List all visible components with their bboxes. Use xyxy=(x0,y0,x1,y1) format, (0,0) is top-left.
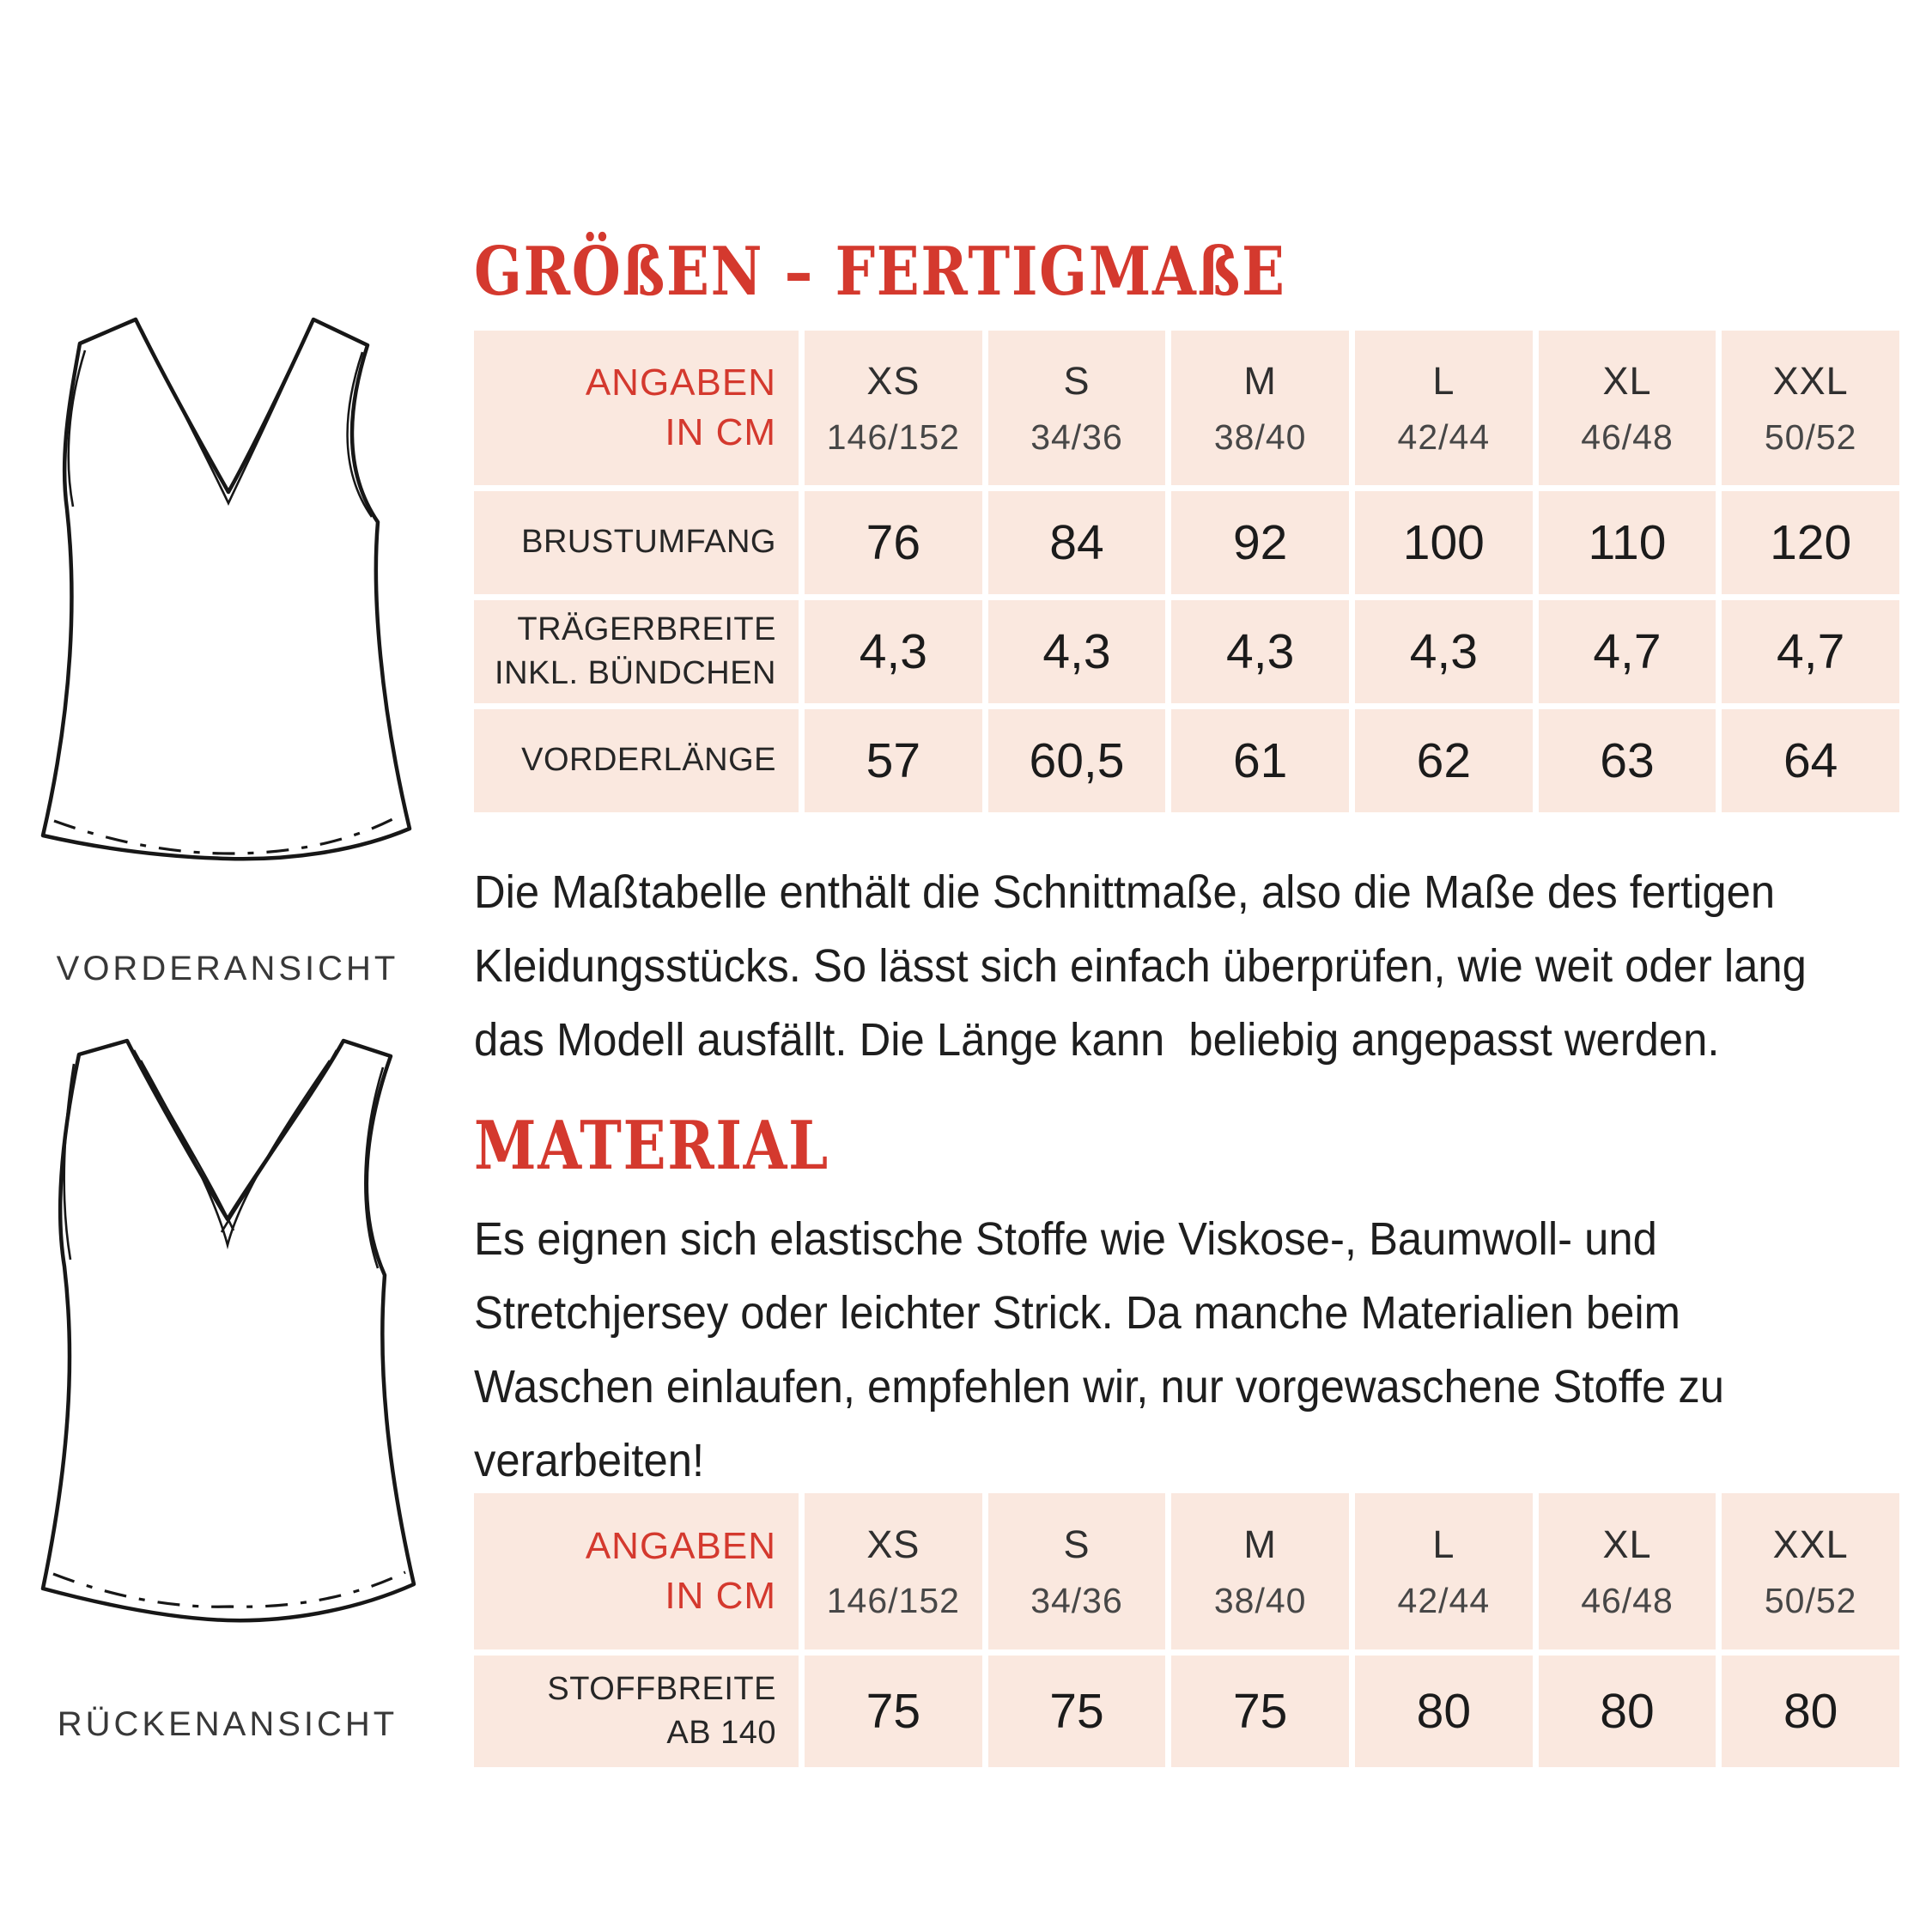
tank-top-front-illustration xyxy=(39,311,416,878)
brustumfang-xs: 76 xyxy=(805,491,982,594)
sizes-table xyxy=(474,331,1899,812)
tank-top-back-illustration xyxy=(34,1035,421,1696)
brustumfang-xl: 110 xyxy=(1539,491,1716,594)
size-column-xxl: XXL 50/52 xyxy=(1722,331,1899,485)
stoffbreite-s: 75 xyxy=(988,1656,1166,1767)
size-column-l: L 42/44 xyxy=(1355,1493,1533,1649)
header-label-line1: ANGABEN xyxy=(585,361,776,404)
sizes-table-header-label xyxy=(474,331,799,485)
traegerbreite-xs: 4,3 xyxy=(805,600,982,703)
brustumfang-m: 92 xyxy=(1171,491,1349,594)
traegerbreite-xxl: 4,7 xyxy=(1722,600,1899,703)
size-column-s: S 34/36 xyxy=(988,1493,1166,1649)
material-table xyxy=(474,1493,1899,1767)
front-view-caption: VORDERANSICHT xyxy=(56,950,399,987)
size-column-xs: XS 146/152 xyxy=(805,331,982,485)
size-column-xl: XL 46/48 xyxy=(1539,331,1716,485)
traegerbreite-xl: 4,7 xyxy=(1539,600,1716,703)
brustumfang-xxl: 120 xyxy=(1722,491,1899,594)
size-column-m: M 38/40 xyxy=(1171,1493,1349,1649)
stoffbreite-xl: 80 xyxy=(1539,1656,1716,1767)
vorderlaenge-l: 62 xyxy=(1355,709,1533,812)
traegerbreite-s: 4,3 xyxy=(988,600,1166,703)
front-garment-outline xyxy=(43,319,410,859)
material-table-header-label xyxy=(474,1493,799,1649)
header-label-line1: ANGABEN xyxy=(585,1524,776,1567)
tank-top-front-drawing xyxy=(39,311,416,878)
vorderlaenge-xxl: 64 xyxy=(1722,709,1899,812)
vorderlaenge-m: 61 xyxy=(1171,709,1349,812)
stoffbreite-xxl: 80 xyxy=(1722,1656,1899,1767)
traegerbreite-l: 4,3 xyxy=(1355,600,1533,703)
size-column-s: S 34/36 xyxy=(988,331,1166,485)
brustumfang-s: 84 xyxy=(988,491,1166,594)
stoffbreite-l: 80 xyxy=(1355,1656,1533,1767)
row-label-vorderlaenge: VORDERLÄNGE xyxy=(474,709,799,812)
row-label-traegerbreite: TRÄGERBREITE INKL. BÜNDCHEN xyxy=(474,600,799,703)
size-column-xl: XL 46/48 xyxy=(1539,1493,1716,1649)
size-column-xs: XS 146/152 xyxy=(805,1493,982,1649)
size-column-xxl: XXL 50/52 xyxy=(1722,1493,1899,1649)
sizes-section-title: GRÖßEN – FERTIGMAßE xyxy=(474,233,1286,311)
vorderlaenge-xl: 63 xyxy=(1539,709,1716,812)
material-section-title: MATERIAL xyxy=(474,1107,829,1185)
size-column-m: M 38/40 xyxy=(1171,331,1349,485)
tank-top-back-drawing xyxy=(34,1035,421,1696)
brustumfang-l: 100 xyxy=(1355,491,1533,594)
row-label-stoffbreite: STOFFBREITE AB 140 xyxy=(474,1656,799,1767)
header-label-line2: IN CM xyxy=(665,1575,776,1617)
back-garment-outline xyxy=(43,1041,414,1620)
material-description-paragraph: Es eignen sich elastische Stoffe wie Viskose-, Baumwoll- und Stretchjersey oder leichter Strick. Da manche Materialien beim Waschen einlaufen, empfehlen wir, nur vorgewaschene Stoffe zu verarbeiten! xyxy=(474,1213,1724,1486)
vorderlaenge-s: 60,5 xyxy=(988,709,1166,812)
header-label-line2: IN CM xyxy=(665,411,776,453)
stoffbreite-m: 75 xyxy=(1171,1656,1349,1767)
traegerbreite-m: 4,3 xyxy=(1171,600,1349,703)
row-label-brustumfang: BRUSTUMFANG xyxy=(474,491,799,594)
back-view-caption: RÜCKENANSICHT xyxy=(57,1705,398,1743)
sizes-description-paragraph: Die Maßtabelle enthält die Schnittmaße, also die Maße des fertigen Kleidungsstücks. So lässt sich einfach überprüfen, wie weit oder lang das Modell ausfällt. Die Länge kann beliebig angepasst werden. xyxy=(474,866,1807,1066)
stoffbreite-xs: 75 xyxy=(805,1656,982,1767)
vorderlaenge-xs: 57 xyxy=(805,709,982,812)
size-column-l: L 42/44 xyxy=(1355,331,1533,485)
